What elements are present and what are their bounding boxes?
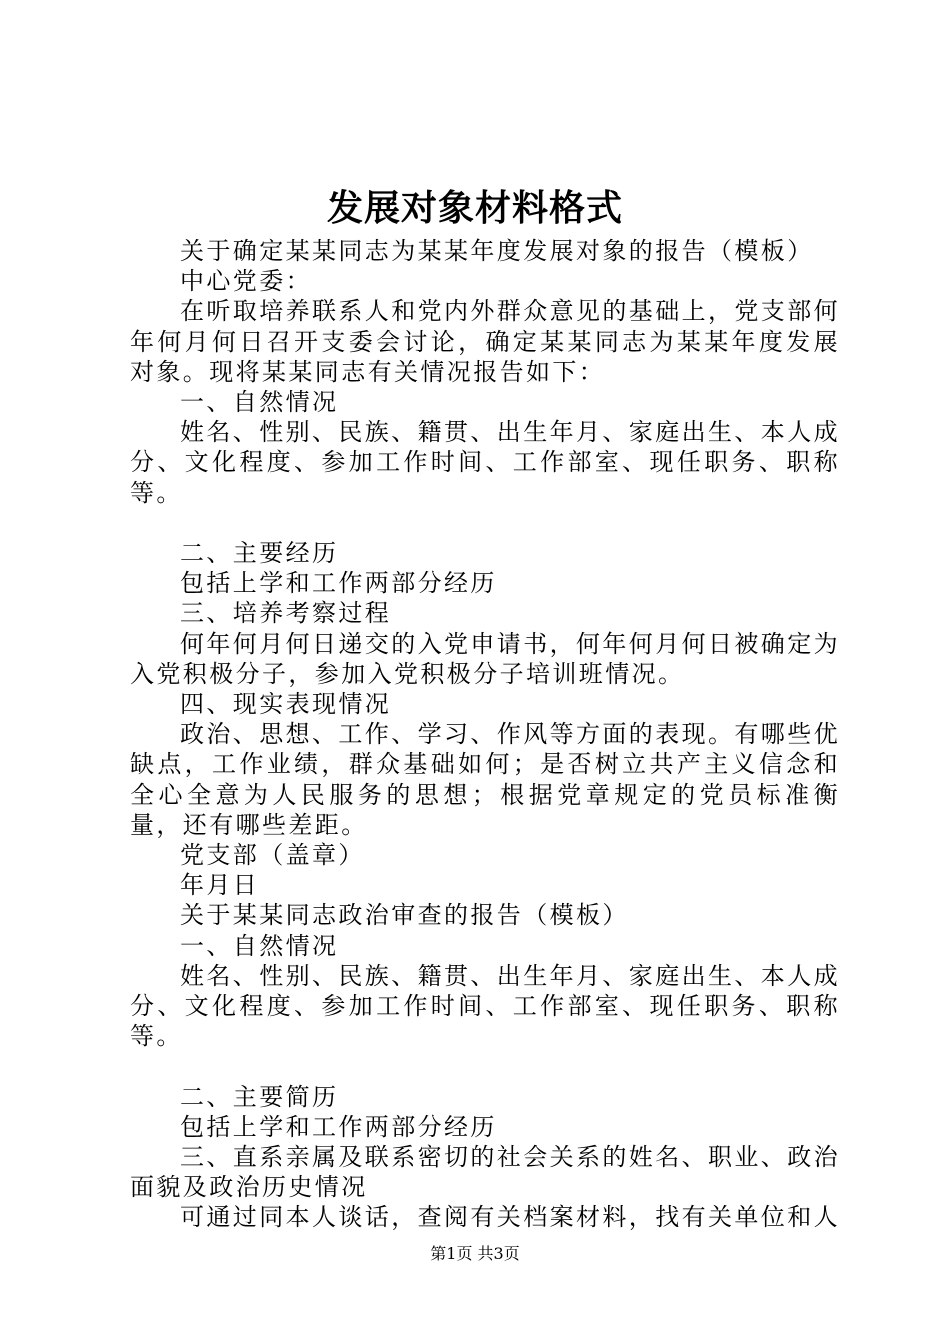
paragraph: 政治、思想、工作、学习、作风等方面的表现。有哪些优缺点，工作业绩，群众基础如何；是否树立共产主义信念和全心全意为人民服务的思想；根据党章规定的党员标准衡量，还有哪些差距。	[130, 720, 840, 839]
paragraph: 包括上学和工作两部分经历	[180, 569, 497, 598]
paragraph: 年月日	[180, 871, 260, 900]
paragraph: 关于某某同志政治审查的报告（模板）	[180, 901, 629, 930]
paragraph: 二、主要简历	[180, 1082, 339, 1111]
paragraph: 一、自然情况	[180, 388, 339, 417]
paragraph: 中心党委：	[180, 267, 312, 296]
paragraph: 三、培养考察过程	[180, 599, 392, 628]
paragraph: 姓名、性别、民族、籍贯、出生年月、家庭出生、本人成分、文化程度、参加工作时间、工作部室、现任职务、职称等。	[130, 418, 840, 507]
blank-line	[130, 1051, 840, 1081]
paragraph: 一、自然情况	[180, 931, 339, 960]
blank-line	[130, 508, 840, 538]
paragraph: 包括上学和工作两部分经历	[180, 1112, 497, 1141]
paragraph: 党支部（盖章）	[180, 841, 365, 870]
document-body	[130, 236, 840, 1233]
paragraph: 四、现实表现情况	[180, 690, 392, 719]
paragraph: 二、主要经历	[180, 539, 339, 568]
paragraph: 在听取培养联系人和党内外群众意见的基础上，党支部何年何月何日召开支委会讨论，确定某某同志为某某年度发展对象。现将某某同志有关情况报告如下：	[130, 297, 840, 386]
page-footer: 第1页 共3页	[430, 1244, 520, 1263]
paragraph: 关于确定某某同志为某某年度发展对象的报告（模板）	[180, 237, 814, 265]
paragraph: 三、直系亲属及联系密切的社会关系的姓名、职业、政治面貌及政治历史情况	[130, 1143, 840, 1202]
document-title: 发展对象材料格式	[326, 187, 623, 229]
paragraph: 何年何月何日递交的入党申请书，何年何月何日被确定为入党积极分子，参加入党积极分子培训班情况。	[130, 629, 840, 688]
paragraph: 姓名、性别、民族、籍贯、出生年月、家庭出生、本人成分、文化程度、参加工作时间、工作部室、现任职务、职称等。	[130, 961, 840, 1051]
paragraph: 可通过同本人谈话，查阅有关档案材料，找有关单位和人	[180, 1203, 840, 1232]
